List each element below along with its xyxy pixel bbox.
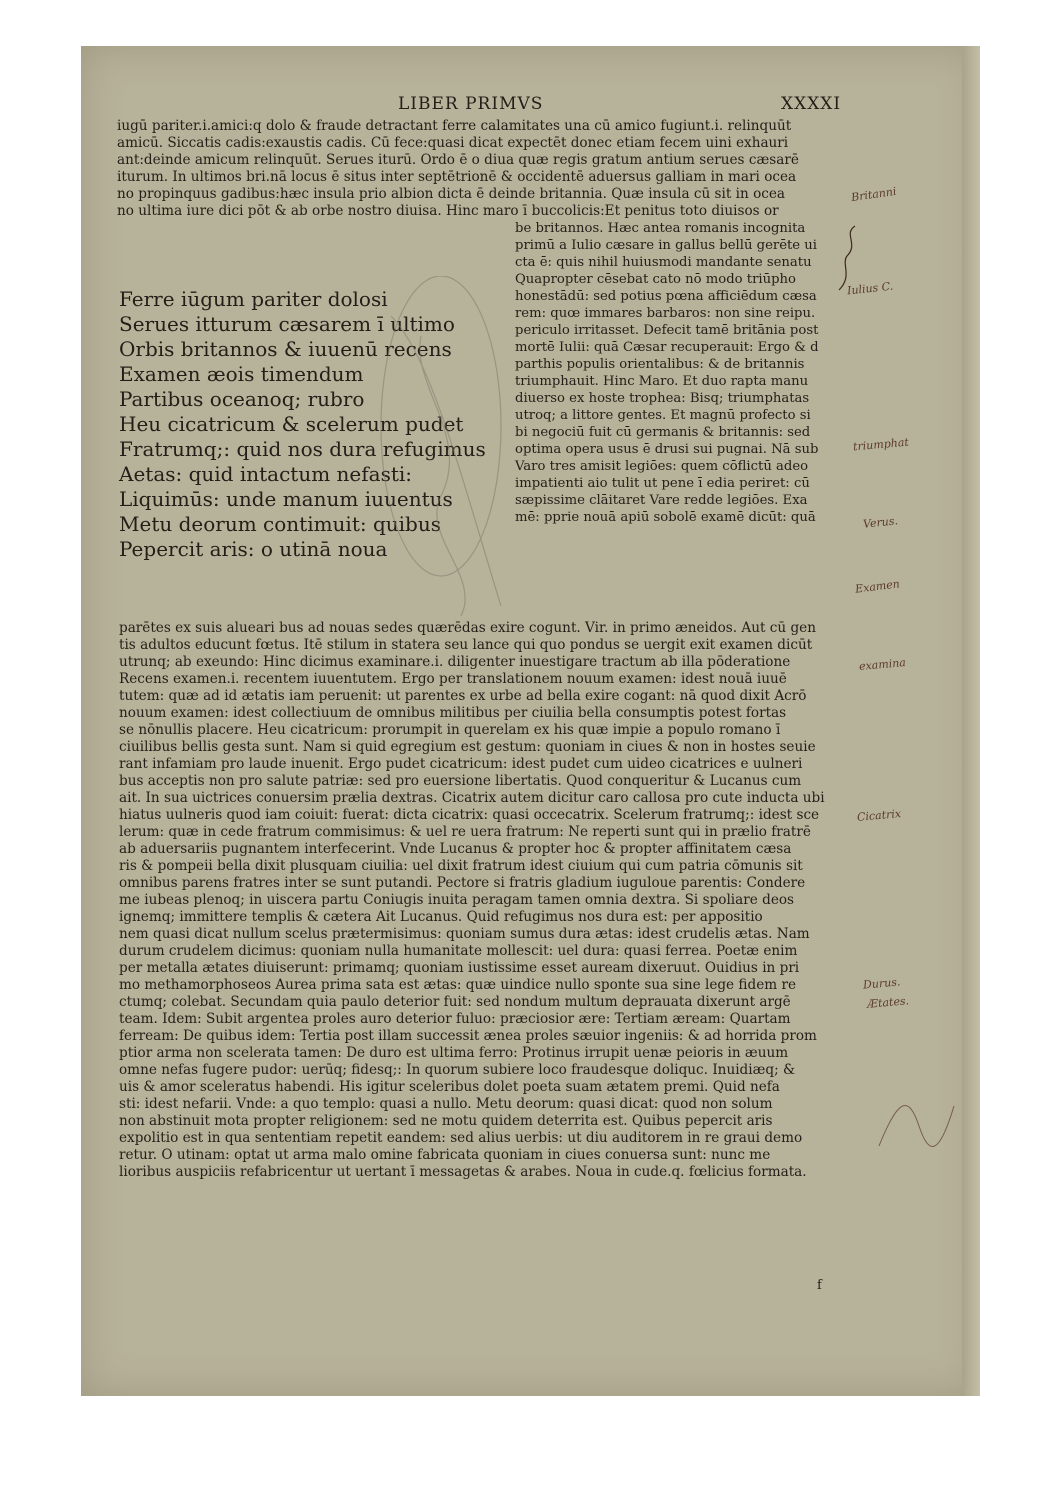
verse-line: Orbis britannos & iuuenū recens bbox=[119, 337, 452, 361]
commentary-line: ferream: De quibus idem: Tertia post illam successit ænea proles sæuior ingeniis: & ad horrida prom bbox=[119, 1028, 817, 1044]
verse-line: Metu deorum contimuit: quibus bbox=[119, 512, 441, 536]
commentary-line: Recens examen.i. recentem iuuentutem. Ergo per translationem nouum examen: idest nouā iuuē bbox=[119, 671, 787, 687]
verse-line: Aetas: quid intactum nefasti: bbox=[119, 462, 412, 486]
verse-line: Partibus oceanoq; rubro bbox=[119, 387, 365, 411]
commentary-line: tis adultos educunt fœtus. Itē stilum in statera seu lance qui quo pondus se uergit exit examen dicūt bbox=[119, 637, 813, 653]
commentary-line: iturum. In ultimos bri.nā locus ē situs inter septētrionē & occidentē aduersus galliam in mari ocea bbox=[117, 169, 797, 185]
commentary-line: lioribus auspiciis refabricentur ut uertant ī messagetas & arabes. Noua in cude.q. fœlicius formata. bbox=[119, 1164, 807, 1180]
commentary-line: iugū pariter.i.amici:q dolo & fraude detractant ferre calamitates una cū amico fugiunt.i. relinquūt bbox=[117, 118, 792, 134]
commentary-line: se nōnullis placere. Heu cicatricum: prorumpit in querelam ex his quæ impie a populo romano ī bbox=[119, 722, 781, 738]
commentary-line: uis & amor sceleratus habendi. His igitur sceleribus dolet poeta suam ætatem premi. Quid nefa bbox=[119, 1079, 780, 1095]
commentary-right-line: utroq; a littore gentes. Et magnū profecto si bbox=[515, 408, 811, 423]
signature-mark: f bbox=[817, 1278, 822, 1293]
commentary-line: team. Idem: Subit argentea proles auro deterior fuluo: præciosior ære: Tertiam æream: Quartam bbox=[119, 1011, 791, 1027]
commentary-right-line: triumphauit. Hinc Maro. Et duo rapta manu bbox=[515, 374, 809, 389]
commentary-right-line: honestādū: sed potius pœna afficiēdum cæsa bbox=[515, 289, 817, 304]
commentary-right-line: Varo tres amisit legiōes: quem cōflictū adeo bbox=[515, 459, 809, 474]
verse-line: Fratrumq;: quid nos dura refugimus bbox=[119, 437, 486, 461]
commentary-line: no propinquus gadibus:hæc insula prio albion dicta ē deinde britannia. Quæ insula cū sit in ocea bbox=[117, 186, 786, 202]
page-edge bbox=[962, 46, 980, 1396]
commentary-line: amicū. Siccatis cadis:exaustis cadis. Cū fece:quasi dicat expectēt donec etiam fecem uini exhauri bbox=[117, 135, 789, 151]
marginal-note: examina bbox=[858, 655, 907, 674]
marginal-note: triumphat bbox=[852, 435, 910, 454]
commentary-line: ait. In sua uictrices conuersim prælia dextras. Cicatrix autem dicitur caro callosa pro cute inducta ubi bbox=[119, 790, 825, 806]
verse-line: Examen æois timendum bbox=[119, 362, 364, 386]
commentary-line: nem quasi dicat nullum scelus prætermisimus: quoniam sumus dura ætas: idest crudelis ætas. Nam bbox=[119, 926, 810, 942]
commentary-line: ant:deinde amicum relinquūt. Serues iturū. Ordo ē o diua quæ regis gratum antium serues cæsarē bbox=[117, 152, 799, 168]
commentary-right-line: bi negociū fuit cū germanis & britannis: sed bbox=[515, 425, 811, 440]
commentary-line: sti: idest nefarii. Vnde: a quo templo: quasi a nullo. Metu deorum: quasi dicat: quod non solum bbox=[119, 1096, 773, 1112]
verse-line: Ferre iūgum pariter dolosi bbox=[119, 287, 388, 311]
commentary-line: hiatus uulneris quod iam coiuit: fuerat: dicta cicatrix: quasi occecatrix. Scelerum fratrumq;: idest sce bbox=[119, 807, 820, 823]
commentary-line: non abstinuit mota propter religionem: sed ne motu quidem deterrita est. Quibus pepercit aris bbox=[119, 1113, 773, 1129]
marginal-note: Iulius C. bbox=[846, 279, 894, 298]
commentary-right-line: Quapropter cēsebat cato nō modo triūpho bbox=[515, 272, 796, 287]
marginal-note: Cicatrix bbox=[856, 807, 902, 824]
verse-line: Heu cicatricum & scelerum pudet bbox=[119, 412, 464, 436]
commentary-right-line: mē: pprie nouā apiū sobolē examē dicūt: quā bbox=[515, 510, 816, 525]
verse-line: Serues itturum cæsarem ī ultimo bbox=[119, 312, 455, 336]
commentary-line: omnibus parens fratres inter se sunt putandi. Pectore si fratris gladium iuguloue parentis: Condere bbox=[119, 875, 806, 891]
commentary-right-line: be britannos. Hæc antea romanis incognita bbox=[515, 221, 806, 236]
commentary-line: rant infamiam pro laude inuenit. Ergo pudet cicatricum: idest pudet cum uideo cicatrices e uulneri bbox=[119, 756, 803, 772]
commentary-line: me iubeas plenoq; in uiscera partu Coniugis inuita peragam tamen omnia dextra. Si spoliare deos bbox=[119, 892, 795, 908]
marginal-note: Durus. bbox=[862, 975, 901, 992]
commentary-line: ptior arma non scelerata tamen: De duro est ultima ferro: Protinus irrupit uenæ peioris in æuum bbox=[119, 1045, 789, 1061]
commentary-line: bus acceptis non pro salute patriæ: sed pro euersione libertatis. Quod conqueritur & Lucanus cum bbox=[119, 773, 802, 789]
commentary-line: retur. O utinam: optat ut arma malo omine fabricata quoniam in ciues conuersa sunt: nunc me bbox=[119, 1147, 771, 1163]
verse-line: Pepercit aris: o utinā noua bbox=[119, 537, 388, 561]
commentary-line: utrunq; ab exeundo: Hinc dicimus examinare.i. diligenter inuestigare tractum ab illa pōderatione bbox=[119, 654, 791, 670]
commentary-line: ris & pompeii bella dixit plusquam ciuilia: uel dixit fratrum idest ciuium qui cum patria cōmunis sit bbox=[119, 858, 803, 874]
book-page bbox=[81, 46, 980, 1396]
marginal-note: Ætates. bbox=[866, 994, 910, 1011]
commentary-line: omne nefas fugere pudor: uerūq; fidesq;: In quorum subiere loco fraudesque doliquc. Inuidiæq; & bbox=[119, 1062, 796, 1078]
commentary-line: durum crudelem dicimus: quoniam nulla humanitate mollescit: uel dura: quasi ferrea. Poetæ enim bbox=[119, 943, 798, 959]
commentary-line: nouum examen: idest collectiuum de omnibus militibus per ciuilia bella consumptis potest fortas bbox=[119, 705, 787, 721]
commentary-right-line: impatienti aio tulit ut pene ī edia periret: cū bbox=[515, 476, 810, 491]
commentary-right-line: optima opera usus ē drusi sui pugnai. Nā sub bbox=[515, 442, 819, 457]
commentary-right-line: sæpissime clāitaret Vare redde legiōes. Exa bbox=[515, 493, 808, 508]
commentary-line: expolitio est in qua sententiam repetit eandem: sed alius uerbis: ut diu auditorem in re graui demo bbox=[119, 1130, 803, 1146]
folio-number: XXXXI bbox=[781, 94, 842, 114]
commentary-right-line: rem: quœ immares barbaros: non sine reipu. bbox=[515, 306, 816, 321]
commentary-line: ignemq; immittere templis & cætera Ait Lucanus. Quid refugimus nos dura est: per appositio bbox=[119, 909, 763, 925]
verse-line: Liquimūs: unde manum iuuentus bbox=[119, 487, 453, 511]
commentary-right-line: primū a Iulio cæsare in gallus bellū gerēte ui bbox=[515, 238, 818, 253]
commentary-right-line: parthis populis orientalibus: & de britannis bbox=[515, 357, 805, 372]
commentary-line: tutem: quæ ad id ætatis iam peruenit: ut parentes ex urbe ad bella exire cogant: nā quod dixit Acrō bbox=[119, 688, 807, 704]
commentary-line: ctumq; colebat. Secundam quia paulo deterior fuit: sed nondum multum deprauata dixerunt argē bbox=[119, 994, 791, 1010]
marginal-note: Verus. bbox=[862, 514, 899, 531]
commentary-right-line: diuerso ex hoste trophea: Bisq; triumphatas bbox=[515, 391, 810, 406]
commentary-line: mo methamorphoseos Aurea prima sata est ætas: quæ uindice nullo sponte sua sine lege fidem re bbox=[119, 977, 796, 993]
commentary-right-line: cta ē: quis nihil huiusmodi mandante senatu bbox=[515, 255, 812, 270]
commentary-line: ciuilibus bellis gesta sunt. Nam si quid egregium est gestum: quoniam in ciues & non in hostes seuie bbox=[119, 739, 816, 755]
scribble-mark bbox=[869, 1086, 959, 1156]
commentary-right-line: periculo irritasset. Defecit tamē britānia post bbox=[515, 323, 819, 338]
running-head-title: LIBER PRIMVS bbox=[398, 94, 544, 114]
commentary-right-line: mortē Iulii: quā Cæsar recuperauit: Ergo & d bbox=[515, 340, 819, 355]
marginal-note: Examen bbox=[854, 577, 901, 596]
commentary-line: parētes ex suis alueari bus ad nouas sedes quærēdas exire cogunt. Vir. in primo æneidos. Aut cū gen bbox=[119, 620, 816, 636]
marginal-note: Britanni bbox=[850, 184, 898, 205]
commentary-line: no ultima iure dici pōt & ab orbe nostro diuisa. Hinc maro ī buccolicis:Et penitus toto diuisos or bbox=[117, 203, 779, 219]
commentary-line: lerum: quæ in cede fratrum commisimus: & uel re uera fratrum: Ne reperti sunt qui in prælio fratrē bbox=[119, 824, 811, 840]
commentary-line: per metalla ætates diuiserunt: primamq; quoniam iustissime esset auream dixeruut. Ouidius in pri bbox=[119, 960, 800, 976]
commentary-line: ab aduersariis pugnantem interfecerint. Vnde Lucanus & propter hoc & propter affinitatem cæsa bbox=[119, 841, 792, 857]
